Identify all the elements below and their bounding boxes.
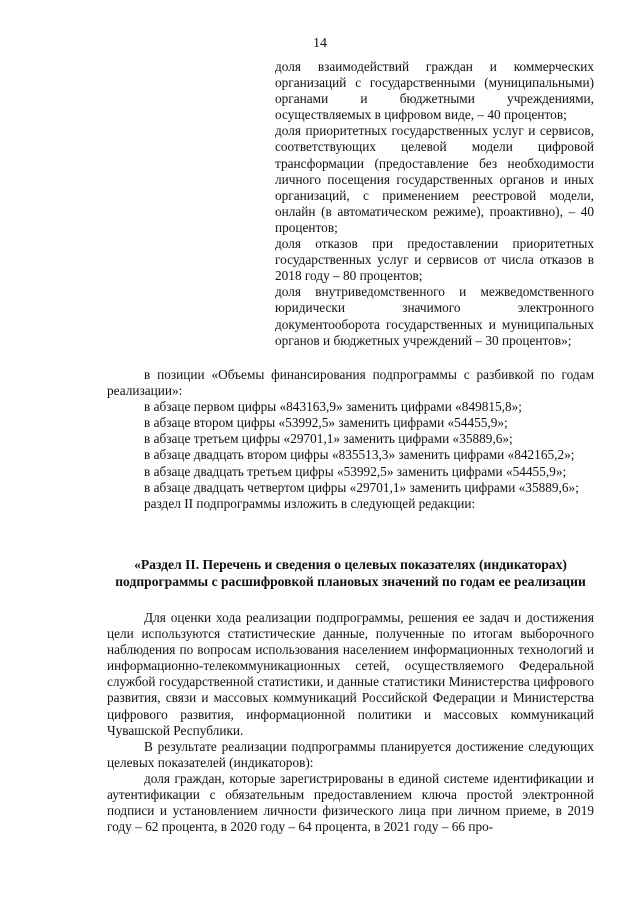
indicator-paragraph: доля приоритетных государственных услуг и сервисов, соответствующих целевой модели цифровой трансформации (предоставление без необходимости личного посещения государственных органов и иных организаций, с применением реестровой модели, онлайн (в автоматическом режиме), проактивно), – 40 процентов; — [275, 123, 594, 235]
amendment-paragraph: в абзаце третьем цифры «29701,1» заменить цифрами «35889,6»; — [144, 431, 513, 447]
amendment-paragraph: в позиции «Объемы финансирования подпрограммы с разбивкой по годам реализации»: — [107, 367, 594, 399]
body-paragraph: В результате реализации подпрограммы планируется достижение следующих целевых показателей (индикаторов): — [107, 738, 594, 770]
amendment-paragraph: в абзаце двадцать четвертом цифры «29701,1» заменить цифрами «35889,6»; — [144, 479, 579, 495]
amendments-block — [107, 367, 594, 512]
section-body — [107, 610, 594, 835]
amendment-paragraph: в абзаце двадцать втором цифры «835513,3» заменить цифрами «842165,2»; — [144, 447, 575, 463]
body-paragraph: доля граждан, которые зарегистрированы в единой системе идентификации и аутентификации с обязательным предоставлением ключа простой электронной подписи и установлением личности физического лица при личном приеме, в 2019 году – 62 процента, в 2020 году – 64 процента, в 2021 году – 66 про- — [107, 770, 594, 835]
body-paragraph: Для оценки хода реализации подпрограммы, решения ее задач и достижения цели используются статистические данные, полученные по итогам выборочного наблюдения по вопросам использования населением информационных технологий и информационно-телекоммуникационных сетей, осуществляемого Федеральной службой государственной статистики, и данные статистики Министерства цифрового развития, связи и массовых коммуникаций Российской Федерации и Министерства цифрового развития, информационной политики и массовых коммуникаций Чувашской Республики. — [107, 610, 594, 738]
amendment-paragraph: в абзаце втором цифры «53992,5» заменить цифрами «54455,9»; — [144, 415, 508, 431]
indicator-paragraph: доля взаимодействий граждан и коммерческих организаций с государственными (муниципальными) органами и бюджетными учреждениями, осуществляемых в цифровом виде, – 40 процентов; — [275, 59, 594, 123]
amendment-paragraph: раздел II подпрограммы изложить в следующей редакции: — [144, 495, 476, 511]
indicator-paragraph: доля внутриведомственного и межведомственного юридически значимого электронного документооборота государственных и муниципальных органов и бюджетных учреждений – 30 процентов»; — [275, 284, 594, 348]
indicator-paragraph: доля отказов при предоставлении приоритетных государственных услуг и сервисов от числа отказов в 2018 году – 80 процентов; — [275, 236, 594, 284]
indicator-list-continuation — [275, 59, 594, 349]
section-heading-line: подпрограммы с расшифровкой плановых значений по годам ее реализации — [115, 574, 586, 589]
section-heading — [107, 556, 594, 590]
amendment-paragraph: в абзаце первом цифры «843163,9» заменить цифрами «849815,8»; — [144, 399, 523, 415]
section-heading-line: «Раздел II. Перечень и сведения о целевых показателях (индикаторах) — [134, 557, 567, 572]
amendment-paragraph: в абзаце двадцать третьем цифры «53992,5» заменить цифрами «54455,9»; — [144, 463, 567, 479]
page-number: 14 — [313, 36, 327, 51]
